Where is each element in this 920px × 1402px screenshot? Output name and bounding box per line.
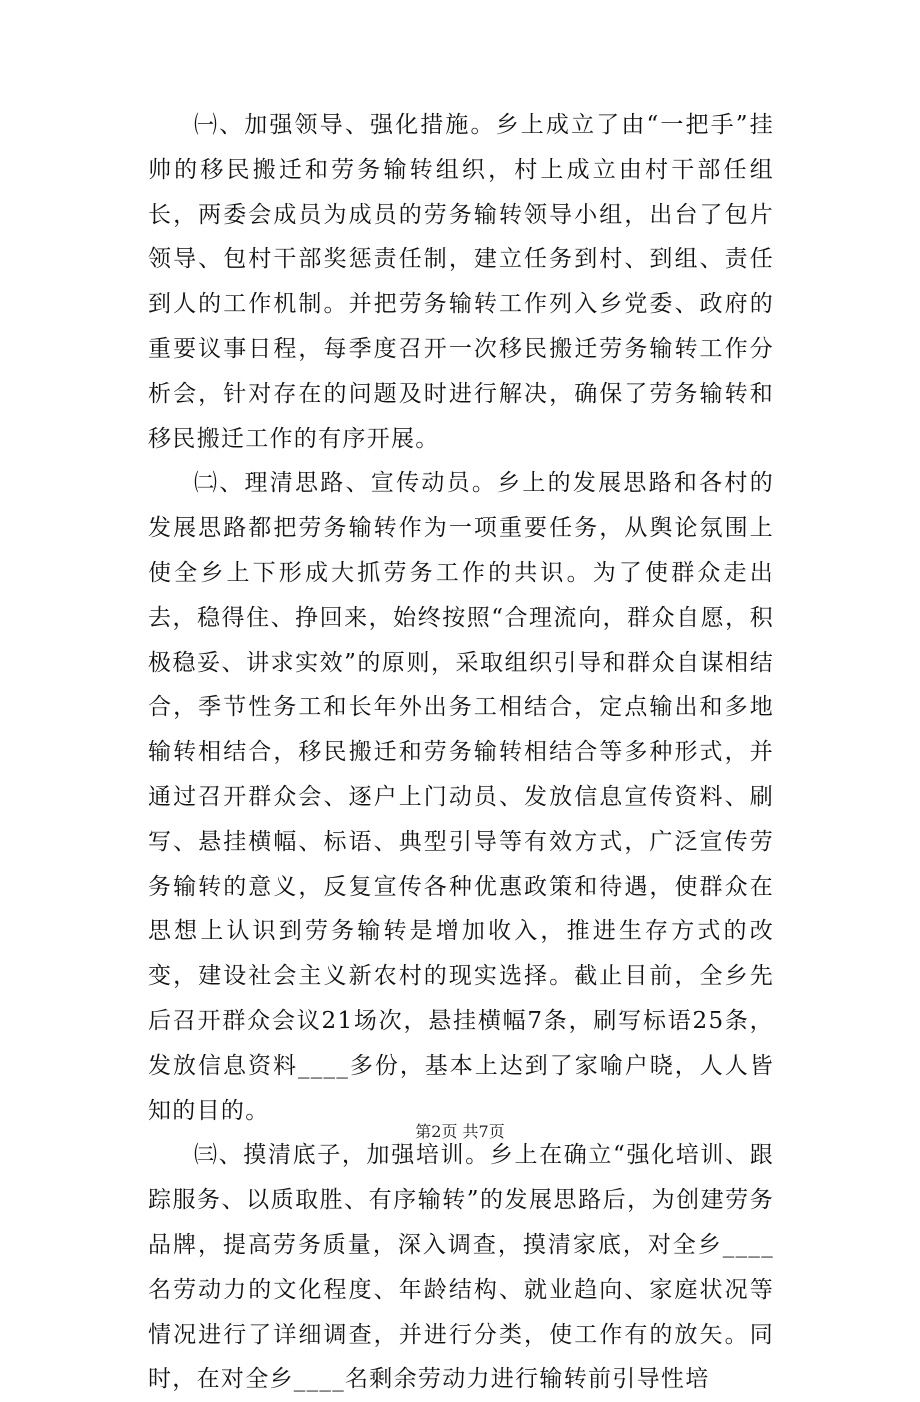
page-number-footer: 第2页 共7页 [415, 1122, 505, 1141]
paragraph-training: ㈢、摸清底子，加强培训。乡上在确立“强化培训、跟踪服务、以质取胜、有序输转”的发展思路后，为创建劳务品牌，提高劳务质量，深入调查，摸清家底，对全乡____名劳动力的文化程度、年龄结构、就业趋向、家庭状况等情况进行了详细调查，并进行分类，使工作有的放矢。同时，在对全乡____名剩余劳动力进行输转前引导性培 [148, 1142, 774, 1393]
paragraph-publicity: ㈡、理清思路、宣传动员。乡上的发展思路和各村的发展思路都把劳务输转作为一项重要任务，从舆论氛围上使全乡上下形成大抓劳务工作的共识。为了使群众走出去，稳得住、挣回来，始终按照“合理流向，群众自愿，积极稳妥、讲求实效”的原则，采取组织引导和群众自谋相结合，季节性务工和长年外出务工相结合，定点输出和多地输转相结合，移民搬迁和劳务输转相结合等多种形式，并通过召开群众会、逐户上门动员、发放信息宣传资料、刷写、悬挂横幅、标语、典型引导等有效方式，广泛宣传劳务输转的意义，反复宣传各种优惠政策和待遇，使群众在思想上认识到劳务输转是增加收入，推进生存方式的改变，建设社会主义新农村的现实选择。截止目前，全乡先后召开群众会议21场次，悬挂横幅7条，刷写标语25条，发放信息资料____多份，基本上达到了家喻户晓，人人皆知的目的。 [148, 470, 774, 1124]
document-body [148, 103, 774, 1402]
paragraph-leadership: ㈠、加强领导、强化措施。乡上成立了由“一把手”挂帅的移民搬迁和劳务输转组织，村上成立由村干部任组长，两委会成员为成员的劳务输转领导小组，出台了包片领导、包村干部奖惩责任制，建立任务到村、到组、责任到人的工作机制。并把劳务输转工作列入乡党委、政府的重要议事日程，每季度召开一次移民搬迁劳务输转工作分析会，针对存在的问题及时进行解决，确保了劳务输转和移民搬迁工作的有序开展。 [148, 112, 774, 452]
